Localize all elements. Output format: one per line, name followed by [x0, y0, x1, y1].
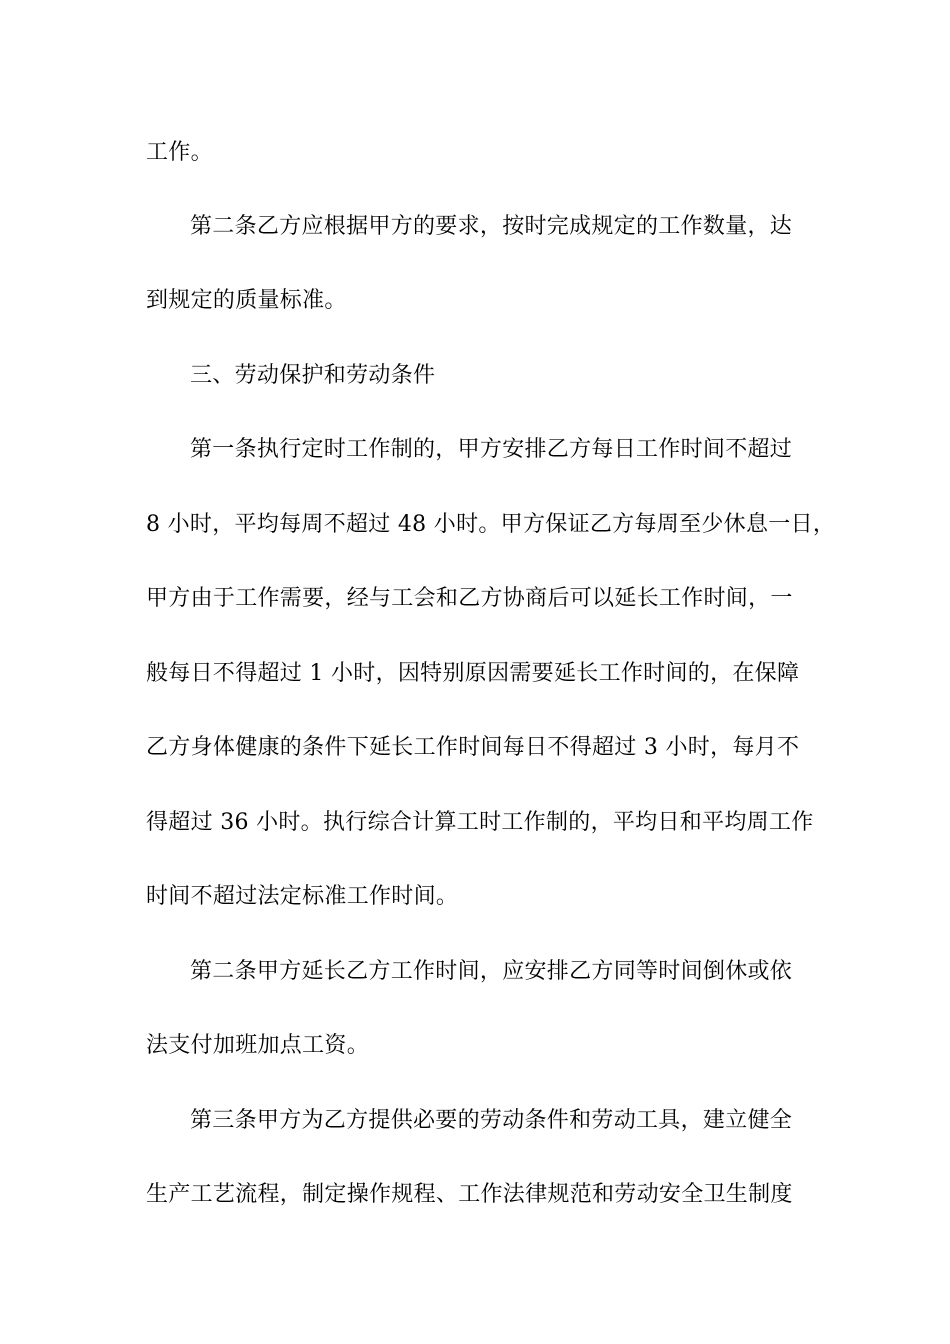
section-heading: 三、劳动保护和劳动条件 [190, 363, 436, 388]
text-line: 工作。 [146, 140, 213, 165]
text-line: 第三条甲方为乙方提供必要的劳动条件和劳动工具，建立健全 [190, 1108, 793, 1133]
text-line: 8 小时，平均每周不超过 48 小时。甲方保证乙方每周至少休息一日， [146, 512, 836, 537]
text-line: 般每日不得超过 1 小时，因特别原因需要延长工作时间的，在保障 [146, 661, 800, 686]
text-line: 到规定的质量标准。 [146, 288, 347, 313]
text-line: 法支付加班加点工资。 [146, 1033, 370, 1058]
text-line: 乙方身体健康的条件下延长工作时间每日不得超过 3 小时，每月不 [146, 735, 800, 760]
text-line: 第二条乙方应根据甲方的要求，按时完成规定的工作数量，达 [190, 214, 793, 239]
text-line: 甲方由于工作需要，经与工会和乙方协商后可以延长工作时间，一 [146, 586, 793, 611]
text-line: 第二条甲方延长乙方工作时间，应安排乙方同等时间倒休或依 [190, 959, 793, 984]
text-line: 生产工艺流程，制定操作规程、工作法律规范和劳动安全卫生制度 [146, 1182, 793, 1207]
text-line: 时间不超过法定标准工作时间。 [146, 884, 459, 909]
text-line: 第一条执行定时工作制的，甲方安排乙方每日工作时间不超过 [190, 437, 793, 462]
text-line: 得超过 36 小时。执行综合计算工时工作制的，平均日和平均周工作 [146, 810, 814, 835]
